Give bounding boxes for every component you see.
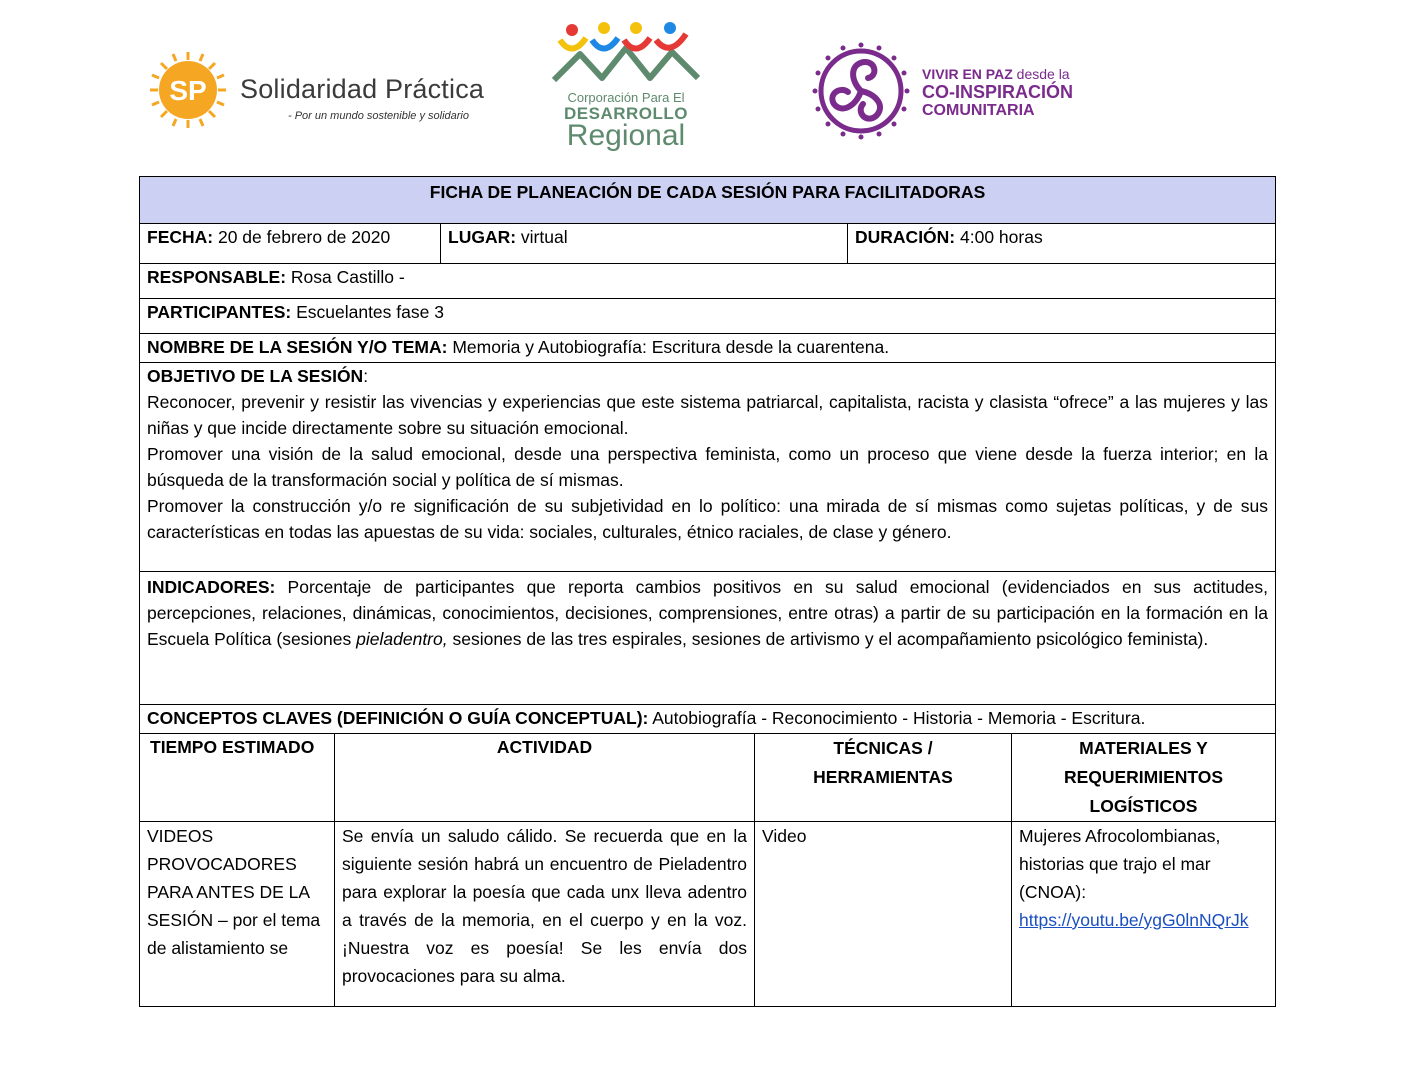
lugar-value: virtual (516, 227, 568, 247)
vp-line1-bold: VIVIR EN PAZ (922, 66, 1013, 82)
col-header-tecnicas-1: TÉCNICAS / (833, 738, 933, 758)
objetivo-colon: : (363, 366, 369, 386)
col-header-materiales-3: LOGÍSTICOS (1089, 796, 1198, 816)
indicadores-cell (140, 572, 1276, 705)
cdr-line1: Corporación Para El (567, 90, 685, 105)
conceptos-value: Autobiografía - Reconocimiento - Historia - Memoria - Escritura. (648, 708, 1146, 728)
youtube-link[interactable]: https://youtu.be/ygG0lnNQrJk (1019, 910, 1249, 930)
row1-tecnicas: Video (755, 822, 1012, 1007)
indicadores-label: INDICADORES: (147, 577, 276, 597)
vivir-en-paz-logo (810, 40, 1100, 145)
objetivo-cell (140, 363, 1276, 572)
col-header-materiales-2: REQUERIMIENTOS (1063, 767, 1224, 787)
col-header-materiales-1: MATERIALES Y (1079, 738, 1208, 758)
objetivo-label: OBJETIVO DE LA SESIÓN (147, 366, 364, 386)
conceptos-cell (140, 705, 1276, 734)
fecha-label: FECHA: (147, 227, 214, 247)
col-header-tecnicas (755, 734, 1012, 822)
sp-initials: SP (169, 75, 207, 106)
row1-actividad: Se envía un saludo cálido. Se recuerda que en la siguiente sesión habrá un encuentro de Pieladentro para explorar la poesía que cada unx lleva adentro a través de la memoria, en el cuerpo y en la voz. ¡Nuestra voz es poesía! Se les envía dos provocaciones para su alma. (335, 822, 755, 1007)
duracion-label: DURACIÓN: (855, 227, 956, 247)
responsable-value: Rosa Castillo - (286, 267, 405, 287)
nombre-sesion-cell (140, 334, 1276, 363)
vp-line1-rest: desde la (1012, 66, 1070, 82)
objetivo-heading (147, 363, 1268, 389)
indicadores-text-b: sesiones de las tres espirales, sesiones de artivismo y el acompañamiento psicológico feminista). (447, 629, 1209, 649)
duracion-value: 4:00 horas (955, 227, 1043, 247)
conceptos-label: CONCEPTOS CLAVES (DEFINICIÓN O GUÍA CONCEPTUAL): (147, 708, 649, 728)
vp-line3: COMUNITARIA (922, 102, 1035, 119)
col-header-tiempo: TIEMPO ESTIMADO (140, 734, 335, 822)
participantes-cell (140, 299, 1276, 334)
cdr-line3: Regional (566, 119, 686, 152)
people-icon (546, 18, 706, 88)
lugar-cell (441, 224, 848, 264)
row1-materiales (1012, 822, 1276, 1007)
objetivo-p1: Reconocer, prevenir y resistir las vivencias y experiencias que este sistema patriarcal, capitalista, racista y clasista “ofrece” a las mujeres y las niñas y que incide directamente sobre su situación emocional. (147, 392, 1269, 438)
col-header-tecnicas-2: HERRAMIENTAS (813, 767, 953, 787)
row1-materiales-text: Mujeres Afrocolombianas, historias que trajo el mar (CNOA): (1019, 826, 1221, 902)
cdr-line2: DESARROLLO (564, 104, 688, 123)
form-title: FICHA DE PLANEACIÓN DE CADA SESIÓN PARA FACILITADORAS (140, 177, 1276, 224)
row1-tiempo: VIDEOS PROVOCADORES PARA ANTES DE LA SESIÓN – por el tema de alistamiento se (140, 822, 335, 1007)
indicadores-italic: pieladentro, (356, 629, 448, 649)
vp-line2: CO-INSPIRACIÓN (922, 82, 1074, 102)
objetivo-p3: Promover la construcción y/o re significación de su subjetividad en lo político: una mirada de sí mismas como sujetas políticas, y de sus características en todas las apuestas de su vida: sociales, culturales, étnico raciales, de clase y género. (147, 496, 1269, 542)
objetivo-p2: Promover una visión de la salud emocional, desde una perspectiva feminista, como un proceso que viene desde la fuerza interior; en la búsqueda de la transformación social y política de sí mismas. (147, 444, 1269, 490)
sp-tagline: - Por un mundo sostenible y solidario (288, 110, 469, 122)
col-header-actividad: ACTIVIDAD (335, 734, 755, 822)
nombre-sesion-label: NOMBRE DE LA SESIÓN Y/O TEMA: (147, 337, 448, 357)
cdr-logo (546, 18, 706, 152)
sp-name: Solidaridad Práctica (240, 74, 485, 104)
triskelion-icon (810, 40, 912, 142)
participantes-label: PARTICIPANTES: (147, 302, 292, 322)
nombre-sesion-value: Memoria y Autobiografía: Escritura desde la cuarentena. (447, 337, 890, 357)
fecha-value: 20 de febrero de 2020 (213, 227, 391, 247)
session-planning-form (139, 176, 1276, 1007)
duracion-cell (848, 224, 1276, 264)
fecha-cell (140, 224, 441, 264)
sun-icon (148, 50, 228, 130)
responsable-label: RESPONSABLE: (147, 267, 287, 287)
indicadores-text-a: Porcentaje de participantes que reporta cambios positivos en su salud emocional (evidenciados en sus actitudes, percepciones, relaciones, dinámicas, conocimientos, decisiones, comprensiones, entre otras) a partir de su participación en la formación en la Escuela Política (sesiones (147, 577, 1269, 649)
solidaridad-practica-logo (148, 50, 488, 136)
participantes-value: Escuelantes fase 3 (291, 302, 444, 322)
vp-line1 (922, 66, 1070, 82)
col-header-materiales (1012, 734, 1276, 822)
lugar-label: LUGAR: (448, 227, 517, 247)
responsable-cell (140, 264, 1276, 299)
